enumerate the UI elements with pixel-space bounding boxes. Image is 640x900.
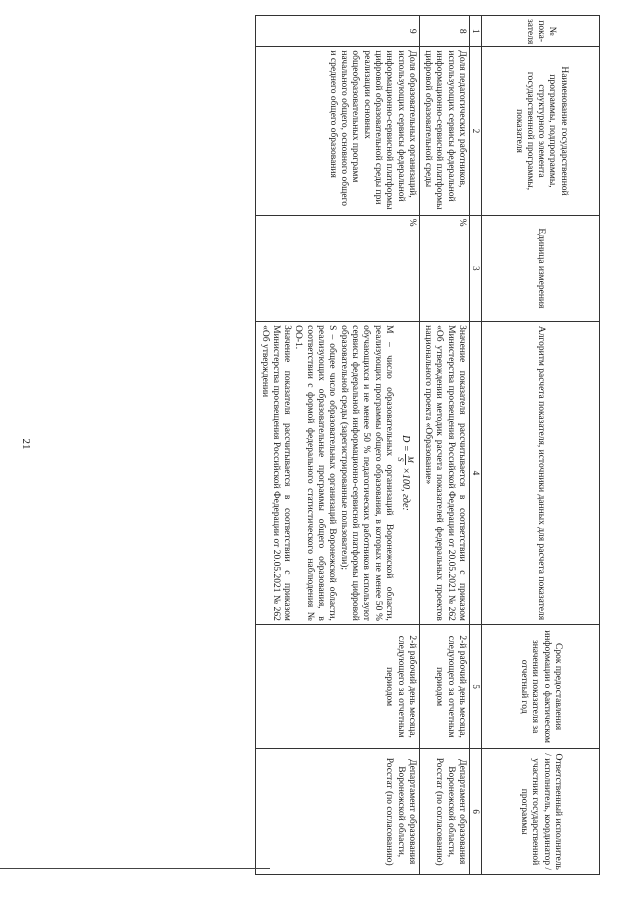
indicator-table: [255, 15, 600, 875]
column-number: 6: [470, 749, 482, 875]
header-num: № пока-зателя: [482, 16, 600, 47]
indicator-deadline: 2-й рабочий день месяца, следующего за отчетным периодом: [256, 624, 420, 748]
indicator-responsible: Департамент образования Воронежской области, Росстат (по согласованию): [419, 749, 469, 875]
header-unit: Единица измерения: [482, 215, 600, 322]
header-name: Наименование государственной программы, подпрограммы, структурного элемента государственной программы, показателя: [482, 47, 600, 215]
page-number: 21: [20, 438, 32, 450]
column-number-row: [470, 16, 482, 875]
row-number: 8: [419, 16, 469, 47]
table-row: [419, 16, 469, 875]
indicator-name: Доля образовательных организаций, использующих сервисы федеральной информационно-сервисной платформы цифровой образовательной среды при реализации основных общеобразовательных программ начального общего, основного общего и среднего общего образования: [256, 47, 420, 215]
algorithm-paragraph: Значение показателя рассчитывается в соответствии с приказом Министерства просвещения Российской Федерации от 20.05.2021 № 262 «Об утверждении: [259, 325, 293, 621]
table-rotation-frame: [40, 15, 600, 875]
formula-rhs: ×100, где:: [400, 467, 412, 511]
column-number: 3: [470, 215, 482, 322]
indicator-unit: %: [419, 215, 469, 322]
column-number: 2: [470, 47, 482, 215]
column-number: 4: [470, 322, 482, 625]
indicator-algorithm: [256, 322, 420, 625]
algorithm-paragraph: S – общее число образовательных организаций Воронежской области, реализующих образовательные программы общего образования, в соответствии с формой федерального статистического наблюдения № ОО-1.: [293, 325, 338, 621]
header-deadline: Срок предоставления информации о фактическом значении показателя за отчетный год: [482, 624, 600, 748]
formula-fraction: [396, 454, 415, 465]
indicator-deadline: 2-й рабочий день месяца, следующего за отчетным периодом: [419, 624, 469, 748]
header-algorithm: Алгоритм расчета показателя, источники данных для расчета показателя: [482, 322, 600, 625]
column-number: 1: [470, 16, 482, 47]
formula-numerator: M: [405, 456, 415, 463]
algorithm-paragraph: M – число образовательных организаций Воронежской области, реализующих программы общего образования, в которых не менее 50 % обучающихся и не менее 50 % педагогических работников используют сервисы федеральной информационно-сервисной платформы цифровой образовательной среды (зарегистрированные пользователи);: [338, 325, 394, 621]
formula: [396, 325, 415, 621]
indicator-responsible: Департамент образования Воронежской области, Росстат (по согласованию): [256, 749, 420, 875]
header-responsible: Ответственный исполнитель / исполнитель, координатор / участник государственной программы: [482, 749, 600, 875]
indicator-name: Доля педагогических работников, использующих сервисы федеральной информационно-сервисной платформы цифровой образовательной среды: [419, 47, 469, 215]
indicator-algorithm: Значение показателя рассчитывается в соответствии с приказом Министерства просвещения Российской Федерации от 20.05.2021 № 262 «Об утверждении методик расчета показателей федеральных проектов национального проекта «Образование»: [419, 322, 469, 625]
column-number: 5: [470, 624, 482, 748]
footer-rule: [0, 868, 270, 869]
row-number: 9: [256, 16, 420, 47]
table-header-row: [482, 16, 600, 875]
formula-lhs: D =: [400, 435, 412, 452]
indicator-unit: %: [256, 215, 420, 322]
table-row: [256, 16, 420, 875]
formula-denominator: S: [395, 457, 405, 462]
indicator-table-container: [40, 15, 600, 875]
